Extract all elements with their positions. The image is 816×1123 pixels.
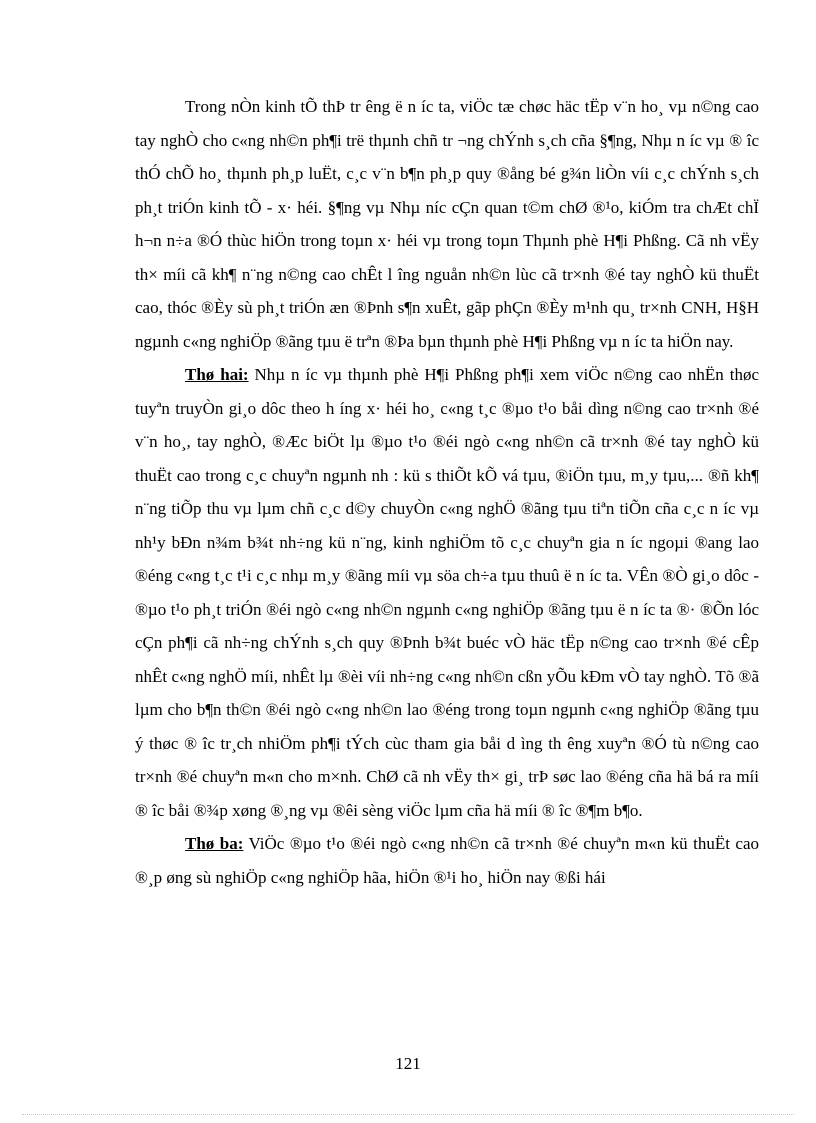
paragraph-3: [135, 827, 759, 894]
paragraph-1: [135, 90, 759, 358]
paragraph-3-text: ViÖc ®µo t¹o ®éi ngò c«ng nh©n cã tr×nh ®é chuyªn m«n kü thuËt cao ®¸p øng sù nghiÖp c«ng nghiÖp hãa, hiÖn ®¹i ho¸ hiÖn nay ®ßi hái: [135, 834, 759, 887]
page-number: 121: [395, 1054, 421, 1073]
page-bottom-divider: [22, 1114, 794, 1115]
paragraph-2-heading: Thø hai:: [185, 365, 249, 384]
paragraph-2: [135, 358, 759, 827]
body-text: [135, 90, 759, 894]
paragraph-2-text: Nhµ n íc vµ thµnh phè H¶i Phßng ph¶i xem viÖc n©ng cao nhËn thøc tuyªn truyÒn gi¸o dôc theo h íng x· héi ho¸ c«ng t¸c ®µo t¹o båi dìng n©ng cao tr×nh ®é v¨n ho¸, tay nghÒ, ®Æc biÖt lµ ®µo t¹o ®éi ngò c«ng nh©n cã tr×nh ®é tay nghÒ kü thuËt cao trong c¸c chuyªn ngµnh nh : kü s thiÕt kÕ vá tµu, ®iÖn tµu, m¸y tµu,... ®ñ kh¶ n¨ng tiÕp thu vµ lµm chñ c¸c d©y chuyÒn c«ng nghÖ ®ãng tµu tiªn tiÕn cña c¸c n íc vµ nh¹y bÐn n¾m b¾t nh÷ng kü n¨ng, kinh nghiÖm tõ c¸c chuyªn gia n íc ngoµi ®ang lao ®éng c«ng t¸c t¹i c¸c nhµ m¸y ®ãng míi vµ söa ch÷a tµu thuû ë n íc ta. VÊn ®Ò gi¸o dôc - ®µo t¹o ph¸t triÓn ®éi ngò c«ng nh©n ngµnh c«ng nghiÖp ®ãng tµu ë n íc ta ®· ®Õn lóc cÇn ph¶i cã nh÷ng chÝnh s¸ch quy ®Þnh b¾t buéc vÒ häc tËp n©ng cao tr×nh ®é cÊp nhÊt c«ng nghÖ míi, nhÊt lµ ®èi víi nh÷ng c«ng nh©n cßn yÕu kÐm vÒ tay nghÒ. Tõ ®ã lµm cho b¶n th©n ®éi ngò c«ng nh©n lao ®éng trong toµn ngµnh c«ng nghiÖp ®ãng tµu ý thøc ® îc tr¸ch nhiÖm ph¶i tÝch cùc tham gia båi d ìng th êng xuyªn ®Ó tù n©ng cao tr×nh ®é chuyªn m«n cho m×nh. ChØ cã nh vËy th× gi¸ trÞ søc lao ®éng cña hä bá ra míi ® îc båi ®¾p xøng ®¸ng vµ ®êi sèng viÖc lµm cña hä míi ® îc ®¶m b¶o.: [135, 365, 759, 820]
paragraph-1-text: Trong nÒn kinh tÕ thÞ tr êng ë n íc ta, viÖc tæ chøc häc tËp v¨n ho¸ vµ n©ng cao tay nghÒ cho c«ng nh©n ph¶i trë thµnh chñ tr ¬ng chÝnh s¸ch cña §¶ng, Nhµ n íc vµ ® îc thÓ chÕ ho¸ thµnh ph¸p luËt, c¸c v¨n b¶n ph¸p quy ®ång bé g¾n liÒn víi c¸c chÝnh s¸ch ph¸t triÓn kinh tÕ - x· héi. §¶ng vµ Nhµ níc cÇn quan t©m chØ ®¹o, kiÓm tra chÆt chÏ h¬n n÷a ®Ó thùc hiÖn trong toµn x· héi vµ trong toµn Thµnh phè H¶i Phßng. Cã nh vËy th× míi cã kh¶ n¨ng n©ng cao chÊt l îng nguån nh©n lùc cã tr×nh ®é tay nghÒ kü thuËt cao, thóc ®Èy sù ph¸t triÓn æn ®Þnh s¶n xuÊt, gãp phÇn ®Èy m¹nh qu¸ tr×nh CNH, H§H ngµnh c«ng nghiÖp ®ãng tµu ë trªn ®Þa bµn thµnh phè H¶i Phßng vµ n íc ta hiÖn nay.: [135, 97, 759, 351]
paragraph-3-heading: Thø ba:: [185, 834, 244, 853]
